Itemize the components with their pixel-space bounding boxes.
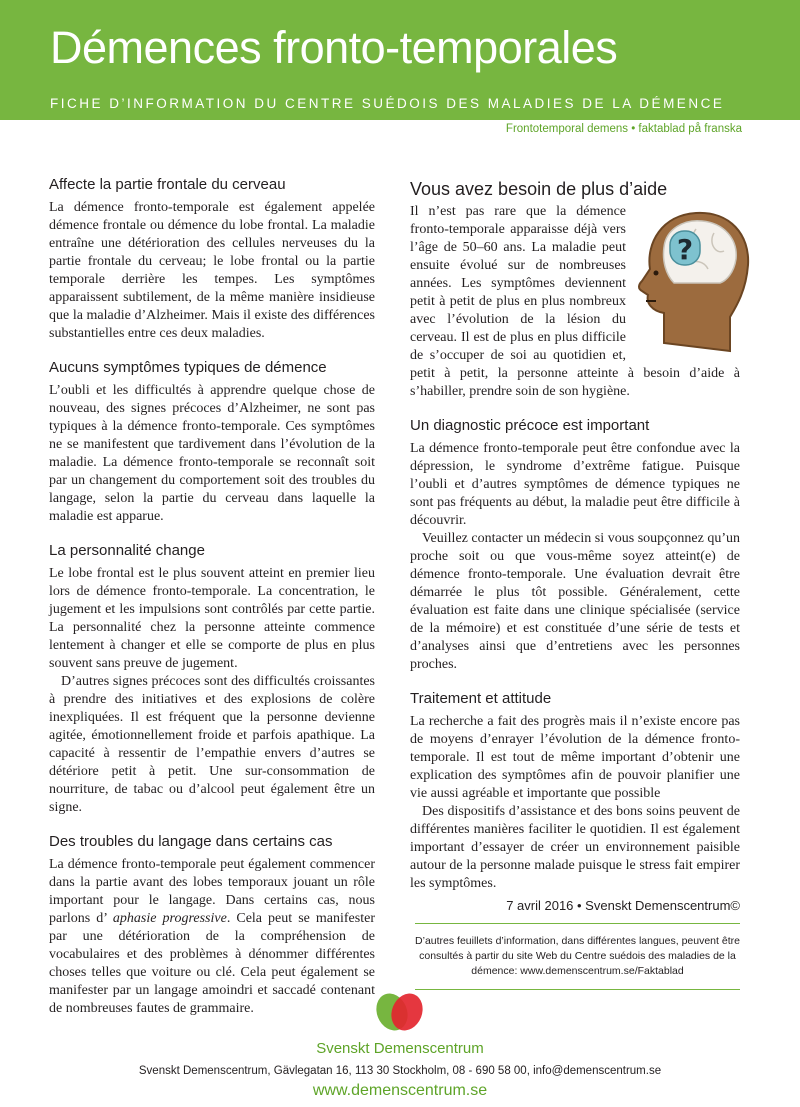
section-personality-change: [49, 541, 375, 817]
heart-logo-icon: [370, 992, 430, 1038]
paragraph: D’autres signes précoces sont des difficultés croissantes à prendre des initiatives et des explosions de colère inexpliquées. Il est fréquent que la personne devienne agitée, émotionnellement froide et parfois apathique. La capacité à ressentir de l’empathie envers d’autres se détériore petit à petit. Une sur-consommation de nourriture, de tabac ou d’alcool peut également être un signe.: [49, 674, 375, 815]
date-line: 7 avril 2016 • Svenskt Demenscentrum©: [506, 898, 740, 913]
section-treatment: [410, 689, 740, 915]
paragraph: Le lobe frontal est le plus souvent atteint en premier lieu lors de démence fronto-temporale. La concentration, le jugement et les impulsions sont contrôlés par cette partie. La personnalité chez la personne atteinte commence lentement à changer et elle se comporte de plus en plus souvent sans preuve de jugement.: [49, 566, 375, 671]
emphasis-term: aphasie progressive: [112, 911, 227, 926]
section-heading: Des troubles du langage dans certains cas: [49, 833, 333, 850]
section-heading: Un diagnostic précoce est important: [410, 417, 650, 434]
section-heading: Aucuns symptômes typiques de démence: [49, 359, 327, 376]
section-need-help: [410, 177, 740, 401]
section-early-diagnosis: [410, 416, 740, 674]
page-title: Démences fronto-temporales: [50, 22, 618, 73]
page-subtitle: FICHE D’INFORMATION DU CENTRE SUÉDOIS DES MALADIES DE LA DÉMENCE: [50, 96, 725, 111]
paragraph: Des dispositifs d’assistance et des bons soins peuvent de différentes manières faciliter le quotidien. Il est également important d’essayer de créer un environnement paisible autour de la personne malade puisque le stress fait empirer les symptômes.: [410, 804, 740, 891]
more-info-note: D’autres feuillets d’information, dans différentes langues, peuvent être consultés à partir du site Web du Centre suédois des maladies de la démence: www.demenscentrum.se/Faktablad: [415, 923, 740, 990]
section-heading: Affecte la partie frontale du cerveau: [49, 176, 286, 193]
paragraph: Veuillez contacter un médecin si vous soupçonnez qu’un proche soit ou que vous-même soyez atteint(e) de démence fronto-temporale. Une évaluation devrait être démarrée le plus tôt possible. Généralement, cette évaluation est faite dans une clinique spécialisée (service de la mémoire) et est constituée d’une série de tests et d’analyses ainsi que d’entretiens avec les personnes proches.: [410, 531, 740, 672]
question-head-illustration: [634, 203, 752, 353]
footer-address: Svenskt Demenscentrum, Gävlegatan 16, 113 30 Stockholm, 08 - 690 58 00, info@demenscentrum.se: [138, 1065, 662, 1077]
footer-website-link[interactable]: www.demenscentrum.se: [312, 1082, 488, 1099]
section-no-typical-symptoms: [49, 358, 375, 526]
section-heading: La personnalité change: [49, 542, 205, 559]
paragraph: La démence fronto-temporale est également appelée démence frontale ou démence du lobe frontal. La maladie entraîne une détérioration des cellules nerveuses du la partie frontale du cerveau; le lobe frontal ou la partie temporale derrière les tempes. Les symptômes apparaissent subtilement, de la même manière insidieuse que la maladie d’Alzheimer. Mais il existe des différences substantielles entre ces deux maladies.: [49, 200, 375, 341]
section-language-troubles: [49, 832, 375, 1018]
left-column: [49, 175, 375, 1033]
header-banner: [0, 0, 800, 120]
paragraph-text-start: La démence fronto-temporale peut également commencer dans la partie avant des lobes temporaux jouant un rôle important pour le langage. Dans certains cas, nous parlons d’: [49, 857, 375, 926]
footer-org-name: Svenskt Demenscentrum: [316, 1040, 484, 1057]
tagline: Frontotemporal demens • faktablad på franska: [505, 123, 742, 135]
section-frontal-part: [49, 175, 375, 343]
paragraph-text-end: . Cela peut se manifester par une détérioration de la compréhension de vocabulaires et des problèmes à dénommer différentes choses telles que voiture ou clé. Cela peut également se manifester par un langage amoindri et saccadé contenant de nombreuses fautes de grammaire.: [49, 911, 375, 1016]
svg-text:?: ?: [676, 233, 694, 266]
right-column: [410, 175, 740, 930]
paragraph: L’oubli et les difficultés à apprendre quelque chose de nouveau, des signes précoces d’Alzheimer, ne sont pas typiques à la démence fronto-temporale. Ces symptômes ne se manifestent que tardivement dans l’évolution de la maladie. La démence fronto-temporale se reconnaît soit par un changement du comportement soit des troubles du langage, selon la partie du cerveau dans laquelle la maladie est apparue.: [49, 383, 375, 524]
paragraph: Il n’est pas rare que la démence fronto-temporale apparaisse déjà vers l’âge de 50–60 ans. La maladie peut ensuite évolué sur de nombreuses années. Les symptômes deviennent petit à petit de plus en plus nombreux avec l’évolution de la lésion du cerveau. Il est de plus en plus difficile de s’occuper de soi au quotidien et, petit à petit, la personne atteinte à besoin d’aide à s’habiller, prendre soin de son hygiène.: [410, 204, 740, 399]
paragraph: La recherche a fait des progrès mais il n’existe encore pas de moyens d’enrayer l’évolution de la démence fronto-temporale. Il est tout de même important d’obtenir une explication des symptômes afin de pouvoir planifier une vie aussi agréable et importante que possible: [410, 714, 740, 801]
section-heading: Vous avez besoin de plus d’aide: [410, 179, 668, 199]
paragraph: La démence fronto-temporale peut être confondue avec la dépression, le syndrome d’extrême fatigue. Puisque l’oubli et d’autres symptômes de démence typiques ne sont pas fréquents au début, la maladie peut être difficile à découvrir.: [410, 441, 740, 528]
section-heading: Traitement et attitude: [410, 690, 552, 707]
paragraph: [49, 856, 375, 1018]
